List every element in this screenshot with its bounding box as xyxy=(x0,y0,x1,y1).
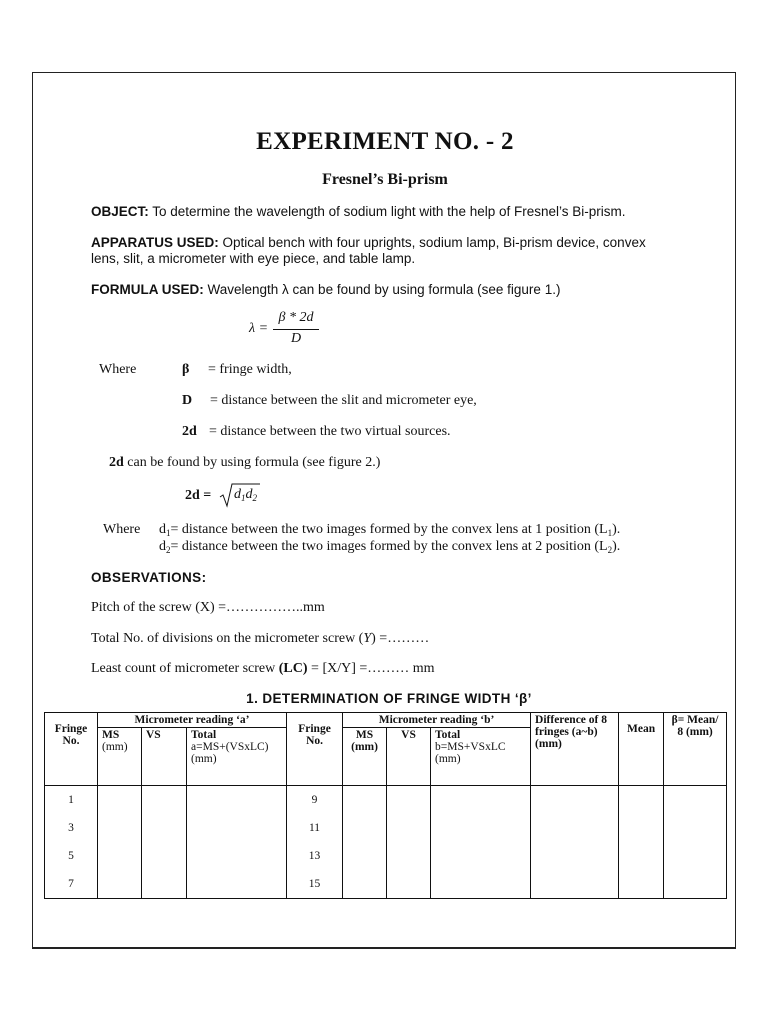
ms-label-a: MS xyxy=(102,729,120,741)
sqrt-radicand xyxy=(234,487,257,503)
object-paragraph xyxy=(91,204,626,219)
formula-label: FORMULA USED: xyxy=(91,282,204,297)
where-label: Where xyxy=(99,362,137,377)
d1-sub: 1 xyxy=(166,528,171,538)
total-label-b: Total xyxy=(435,729,461,741)
table-data-row xyxy=(45,786,727,899)
formula-lhs: λ = xyxy=(249,321,269,336)
least-count-line xyxy=(91,661,435,677)
d2-end: ). xyxy=(612,539,621,554)
divisions-value: ) =……… xyxy=(371,631,430,646)
vs-label-a: VS xyxy=(146,729,161,741)
total-unit-b: (mm) xyxy=(435,753,461,765)
lc-symbol: (LC) xyxy=(278,661,308,676)
fringe-width-table xyxy=(44,712,727,899)
mean-header: Mean xyxy=(619,713,664,786)
divisions-text: Total No. of divisions on the micrometer screw ( xyxy=(91,631,364,646)
fringe-a-5: 5 xyxy=(68,850,74,862)
pitch-line: Pitch of the screw (X) =……………..mm xyxy=(91,600,325,615)
object-label: OBJECT: xyxy=(91,204,149,219)
object-text: To determine the wavelength of sodium light with the help of Fresnel’s Bi-prism. xyxy=(148,204,626,219)
page-title: EXPERIMENT NO. - 2 xyxy=(256,128,514,155)
total-header-b xyxy=(431,728,531,786)
d2-symbol: d xyxy=(159,539,166,554)
apparatus-paragraph xyxy=(91,235,646,250)
total-label-a: Total xyxy=(191,729,217,741)
total-a-cell xyxy=(187,786,287,899)
micrometer-reading-b-header: Micrometer reading ‘b’ xyxy=(343,713,531,728)
formula-denominator: D xyxy=(290,331,302,346)
fringe-b-cell xyxy=(287,786,343,899)
ms-header-b xyxy=(343,728,387,786)
mean-cell xyxy=(619,786,664,899)
d2-text: = distance between the two images formed by the convex lens at 2 position (L xyxy=(170,539,608,554)
ms-unit-a: (mm) xyxy=(102,741,128,753)
difference-cell xyxy=(531,786,619,899)
total-header-a xyxy=(187,728,287,786)
d1-text: = distance between the two images formed by the convex lens at 1 position (L xyxy=(170,522,608,537)
lc-text: Least count of micrometer screw xyxy=(91,661,279,676)
beta-definition: = fringe width, xyxy=(208,362,292,377)
divisions-y: Y xyxy=(363,631,372,646)
table-header-row-1 xyxy=(45,713,727,728)
page-subtitle: Fresnel’s Bi-prism xyxy=(322,171,448,188)
fringe-no-header-b: Fringe No. xyxy=(287,713,343,786)
document-page xyxy=(32,72,736,949)
d-symbol: D xyxy=(182,393,193,408)
d2-definition xyxy=(159,539,620,555)
apparatus-line2: lens, slit, a micrometer with eye piece, and table lamp. xyxy=(91,251,416,266)
micrometer-reading-a-header: Micrometer reading ‘a’ xyxy=(98,713,287,728)
d1-symbol: d xyxy=(159,522,166,537)
fringe-b-9: 9 xyxy=(311,794,318,806)
twod-definition: = distance between the two virtual sources. xyxy=(209,424,451,439)
radicand-d2: d xyxy=(245,487,253,502)
fringe-a-1: 1 xyxy=(68,794,74,806)
total-formula-b: b=MS+VSxLC xyxy=(435,741,506,753)
twod-lhs: 2d = xyxy=(185,488,212,503)
ms-b-cell xyxy=(343,786,387,899)
fringe-a-3: 3 xyxy=(68,822,74,834)
d1-definition xyxy=(159,522,620,538)
l2-sub: 2 xyxy=(607,545,613,555)
radicand-sub1: 1 xyxy=(241,493,246,503)
formula-text: Wavelength λ can be found by using formula (see figure 1.) xyxy=(203,282,561,297)
beta-header: β= Mean/ 8 (mm) xyxy=(664,713,727,786)
vs-a-cell xyxy=(142,786,187,899)
ms-unit-b: (mm) xyxy=(351,741,378,753)
fraction-bar xyxy=(273,329,319,330)
apparatus-label: APPARATUS USED: xyxy=(91,235,219,250)
fringe-a-7: 7 xyxy=(68,878,74,890)
d1-end: ). xyxy=(612,522,621,537)
where2-label: Where xyxy=(103,522,141,537)
radicand-d1: d xyxy=(234,487,241,502)
vs-b-cell xyxy=(387,786,431,899)
lc-value: = [X/Y] =……… mm xyxy=(307,661,435,676)
fringe-a-cell xyxy=(45,786,98,899)
ms-label-b: MS xyxy=(355,729,374,741)
total-formula-a: a=MS+(VSxLC) xyxy=(191,741,269,753)
table-heading: 1. DETERMINATION OF FRINGE WIDTH ‘β’ xyxy=(246,691,532,706)
ms-a-cell xyxy=(98,786,142,899)
twod-symbol: 2d xyxy=(182,424,197,439)
observations-heading: OBSERVATIONS: xyxy=(91,570,207,585)
twod-paragraph xyxy=(109,455,380,471)
beta-symbol: β xyxy=(182,362,190,377)
apparatus-line1: Optical bench with four uprights, sodium lamp, Bi-prism device, convex xyxy=(218,235,646,250)
fringe-b-13: 13 xyxy=(308,850,321,862)
d2-sub: 2 xyxy=(166,545,171,555)
fringe-b-15: 15 xyxy=(308,878,321,890)
formula-paragraph xyxy=(91,282,560,297)
total-b-cell xyxy=(431,786,531,899)
radicand-sub2: 2 xyxy=(252,493,257,503)
formula-numerator: β * 2d xyxy=(278,310,314,325)
fringe-no-header-a: Fringe No. xyxy=(45,713,98,786)
vs-header-b xyxy=(387,728,431,786)
vs-label-b: VS xyxy=(401,729,416,741)
total-unit-a: (mm) xyxy=(191,753,217,765)
vs-header-a xyxy=(142,728,187,786)
d-definition: = distance between the slit and micrometer eye, xyxy=(210,393,477,408)
divisions-line xyxy=(91,631,429,647)
ms-header-a xyxy=(98,728,142,786)
twod-bold: 2d xyxy=(109,455,124,470)
l1-sub: 1 xyxy=(607,528,613,538)
difference-header: Difference of 8 fringes (a~b) (mm) xyxy=(531,713,619,786)
twod-text: can be found by using formula (see figure 2.) xyxy=(123,455,381,470)
beta-cell xyxy=(664,786,727,899)
fringe-b-11: 11 xyxy=(308,822,321,834)
